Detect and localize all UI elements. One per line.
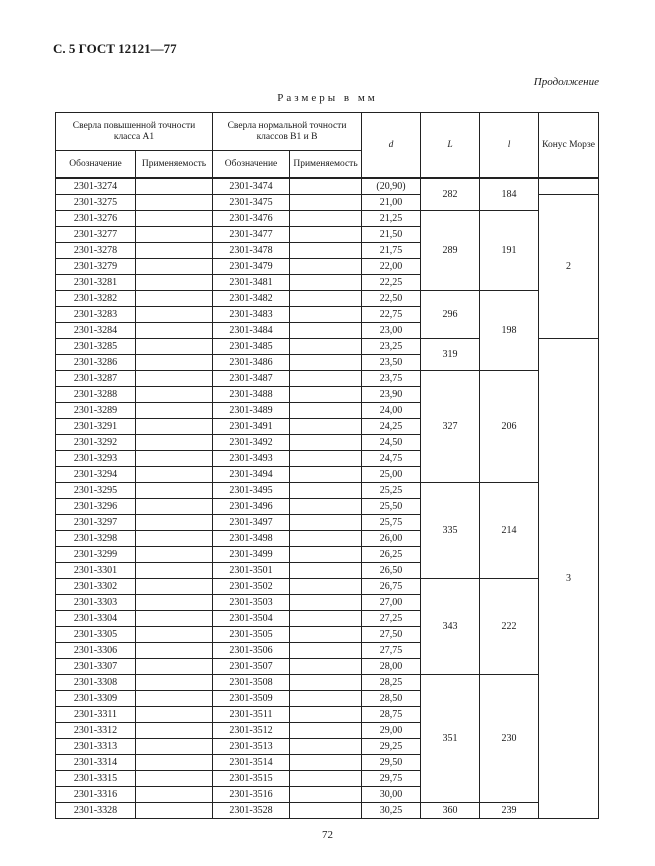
designation-a-cell: 2301-3297 bbox=[56, 515, 136, 531]
col-header-application-a: Применяемость bbox=[136, 151, 213, 179]
designation-b-cell: 2301-3513 bbox=[213, 739, 290, 755]
application-a-cell bbox=[136, 451, 213, 467]
application-b-cell bbox=[290, 675, 362, 691]
designation-a-cell: 2301-3291 bbox=[56, 419, 136, 435]
designation-a-cell: 2301-3298 bbox=[56, 531, 136, 547]
d-cell: 25,25 bbox=[362, 483, 421, 499]
designation-a-cell: 2301-3296 bbox=[56, 499, 136, 515]
d-cell: 21,25 bbox=[362, 211, 421, 227]
table-row bbox=[56, 371, 599, 387]
L-cell: 335 bbox=[421, 483, 480, 579]
designation-a-cell: 2301-3295 bbox=[56, 483, 136, 499]
designation-b-cell: 2301-3509 bbox=[213, 691, 290, 707]
designation-a-cell: 2301-3283 bbox=[56, 307, 136, 323]
application-b-cell bbox=[290, 419, 362, 435]
designation-b-cell: 2301-3505 bbox=[213, 627, 290, 643]
designation-b-cell: 2301-3475 bbox=[213, 195, 290, 211]
designation-a-cell: 2301-3275 bbox=[56, 195, 136, 211]
application-b-cell bbox=[290, 259, 362, 275]
d-cell: 21,75 bbox=[362, 243, 421, 259]
application-b-cell bbox=[290, 643, 362, 659]
application-a-cell bbox=[136, 579, 213, 595]
table-row bbox=[56, 675, 599, 691]
application-b-cell bbox=[290, 627, 362, 643]
designation-b-cell: 2301-3497 bbox=[213, 515, 290, 531]
application-b-cell bbox=[290, 771, 362, 787]
d-cell: 27,75 bbox=[362, 643, 421, 659]
designation-a-cell: 2301-3328 bbox=[56, 803, 136, 819]
application-a-cell bbox=[136, 483, 213, 499]
designation-b-cell: 2301-3479 bbox=[213, 259, 290, 275]
application-b-cell bbox=[290, 435, 362, 451]
application-a-cell bbox=[136, 515, 213, 531]
d-cell: 23,50 bbox=[362, 355, 421, 371]
designation-a-cell: 2301-3307 bbox=[56, 659, 136, 675]
designation-a-cell: 2301-3305 bbox=[56, 627, 136, 643]
designation-a-cell: 2301-3287 bbox=[56, 371, 136, 387]
d-cell: 24,75 bbox=[362, 451, 421, 467]
d-cell: 29,75 bbox=[362, 771, 421, 787]
designation-a-cell: 2301-3286 bbox=[56, 355, 136, 371]
designation-a-cell: 2301-3301 bbox=[56, 563, 136, 579]
d-cell: 27,25 bbox=[362, 611, 421, 627]
d-cell: 25,75 bbox=[362, 515, 421, 531]
application-a-cell bbox=[136, 771, 213, 787]
application-b-cell bbox=[290, 227, 362, 243]
d-cell: 22,75 bbox=[362, 307, 421, 323]
application-b-cell bbox=[290, 499, 362, 515]
application-a-cell bbox=[136, 787, 213, 803]
application-a-cell bbox=[136, 595, 213, 611]
d-cell: 29,00 bbox=[362, 723, 421, 739]
d-cell: 24,50 bbox=[362, 435, 421, 451]
designation-a-cell: 2301-3312 bbox=[56, 723, 136, 739]
designation-b-cell: 2301-3476 bbox=[213, 211, 290, 227]
d-cell: 29,50 bbox=[362, 755, 421, 771]
L-cell: 351 bbox=[421, 675, 480, 803]
application-b-cell bbox=[290, 547, 362, 563]
col-header-cone: Конус Морзе bbox=[539, 113, 599, 179]
designation-b-cell: 2301-3511 bbox=[213, 707, 290, 723]
application-a-cell bbox=[136, 707, 213, 723]
designation-a-cell: 2301-3294 bbox=[56, 467, 136, 483]
application-a-cell bbox=[136, 675, 213, 691]
L-cell: 289 bbox=[421, 211, 480, 291]
designation-b-cell: 2301-3477 bbox=[213, 227, 290, 243]
d-cell: 30,00 bbox=[362, 787, 421, 803]
d-cell: 21,00 bbox=[362, 195, 421, 211]
designation-b-cell: 2301-3507 bbox=[213, 659, 290, 675]
application-b-cell bbox=[290, 211, 362, 227]
application-a-cell bbox=[136, 691, 213, 707]
designation-b-cell: 2301-3494 bbox=[213, 467, 290, 483]
application-b-cell bbox=[290, 467, 362, 483]
designation-a-cell: 2301-3289 bbox=[56, 403, 136, 419]
application-b-cell bbox=[290, 195, 362, 211]
designation-a-cell: 2301-3276 bbox=[56, 211, 136, 227]
table-row bbox=[56, 579, 599, 595]
application-b-cell bbox=[290, 387, 362, 403]
designation-b-cell: 2301-3495 bbox=[213, 483, 290, 499]
application-b-cell bbox=[290, 339, 362, 355]
application-b-cell bbox=[290, 355, 362, 371]
designation-a-cell: 2301-3308 bbox=[56, 675, 136, 691]
designation-b-cell: 2301-3528 bbox=[213, 803, 290, 819]
page-number: 72 bbox=[322, 829, 333, 841]
application-a-cell bbox=[136, 387, 213, 403]
designation-b-cell: 2301-3483 bbox=[213, 307, 290, 323]
d-cell: 27,00 bbox=[362, 595, 421, 611]
designation-b-cell: 2301-3499 bbox=[213, 547, 290, 563]
col-header-L: L bbox=[421, 113, 480, 179]
application-a-cell bbox=[136, 531, 213, 547]
designation-b-cell: 2301-3508 bbox=[213, 675, 290, 691]
application-b-cell bbox=[290, 595, 362, 611]
designation-a-cell: 2301-3313 bbox=[56, 739, 136, 755]
application-a-cell bbox=[136, 755, 213, 771]
designation-a-cell: 2301-3314 bbox=[56, 755, 136, 771]
designation-a-cell: 2301-3282 bbox=[56, 291, 136, 307]
application-b-cell bbox=[290, 371, 362, 387]
designation-a-cell: 2301-3279 bbox=[56, 259, 136, 275]
designation-b-cell: 2301-3486 bbox=[213, 355, 290, 371]
application-b-cell bbox=[290, 755, 362, 771]
L-cell: 327 bbox=[421, 371, 480, 483]
application-b-cell bbox=[290, 611, 362, 627]
application-a-cell bbox=[136, 355, 213, 371]
application-b-cell bbox=[290, 707, 362, 723]
application-b-cell bbox=[290, 451, 362, 467]
designation-a-cell: 2301-3303 bbox=[56, 595, 136, 611]
designation-a-cell: 2301-3315 bbox=[56, 771, 136, 787]
group-header-b: Сверла нормальной точности классов В1 и В bbox=[213, 113, 362, 151]
designation-a-cell: 2301-3277 bbox=[56, 227, 136, 243]
designation-b-cell: 2301-3484 bbox=[213, 323, 290, 339]
d-cell: 23,00 bbox=[362, 323, 421, 339]
designation-b-cell: 2301-3481 bbox=[213, 275, 290, 291]
application-a-cell bbox=[136, 499, 213, 515]
document-header: С. 5 ГОСТ 12121—77 bbox=[53, 41, 177, 56]
d-cell: 24,00 bbox=[362, 403, 421, 419]
designation-a-cell: 2301-3309 bbox=[56, 691, 136, 707]
application-a-cell bbox=[136, 259, 213, 275]
application-b-cell bbox=[290, 739, 362, 755]
table-row bbox=[56, 483, 599, 499]
d-cell: 21,50 bbox=[362, 227, 421, 243]
l-cell: 214 bbox=[480, 483, 539, 579]
designation-a-cell: 2301-3284 bbox=[56, 323, 136, 339]
d-cell: 26,50 bbox=[362, 563, 421, 579]
application-a-cell bbox=[136, 563, 213, 579]
designation-b-cell: 2301-3478 bbox=[213, 243, 290, 259]
col-header-d: d bbox=[362, 113, 421, 179]
application-b-cell bbox=[290, 291, 362, 307]
designation-a-cell: 2301-3302 bbox=[56, 579, 136, 595]
application-a-cell bbox=[136, 803, 213, 819]
l-cell: 184 bbox=[480, 178, 539, 211]
d-cell: 27,50 bbox=[362, 627, 421, 643]
cone-cell: 3 bbox=[539, 339, 599, 819]
drill-dimensions-table bbox=[55, 112, 599, 819]
application-a-cell bbox=[136, 611, 213, 627]
d-cell: 28,00 bbox=[362, 659, 421, 675]
application-b-cell bbox=[290, 531, 362, 547]
col-header-designation-a: Обозначение bbox=[56, 151, 136, 179]
designation-a-cell: 2301-3311 bbox=[56, 707, 136, 723]
application-a-cell bbox=[136, 307, 213, 323]
designation-b-cell: 2301-3491 bbox=[213, 419, 290, 435]
application-a-cell bbox=[136, 403, 213, 419]
L-cell: 343 bbox=[421, 579, 480, 675]
L-cell: 360 bbox=[421, 803, 480, 819]
application-a-cell bbox=[136, 195, 213, 211]
designation-a-cell: 2301-3306 bbox=[56, 643, 136, 659]
application-a-cell bbox=[136, 275, 213, 291]
application-b-cell bbox=[290, 243, 362, 259]
application-a-cell bbox=[136, 243, 213, 259]
application-b-cell bbox=[290, 691, 362, 707]
L-cell: 296 bbox=[421, 291, 480, 339]
l-cell: 191 bbox=[480, 211, 539, 291]
d-cell: 23,90 bbox=[362, 387, 421, 403]
continuation-label: Продолжение bbox=[533, 76, 599, 88]
application-b-cell bbox=[290, 787, 362, 803]
designation-b-cell: 2301-3493 bbox=[213, 451, 290, 467]
designation-b-cell: 2301-3474 bbox=[213, 178, 290, 195]
designation-b-cell: 2301-3488 bbox=[213, 387, 290, 403]
application-b-cell bbox=[290, 275, 362, 291]
designation-b-cell: 2301-3501 bbox=[213, 563, 290, 579]
application-b-cell bbox=[290, 803, 362, 819]
designation-a-cell: 2301-3299 bbox=[56, 547, 136, 563]
dimensions-caption: Размеры в мм bbox=[277, 92, 378, 104]
table-row bbox=[56, 178, 599, 195]
designation-a-cell: 2301-3281 bbox=[56, 275, 136, 291]
col-header-l: l bbox=[480, 113, 539, 179]
designation-b-cell: 2301-3515 bbox=[213, 771, 290, 787]
designation-b-cell: 2301-3485 bbox=[213, 339, 290, 355]
group-header-a1: Сверла повышенной точности класса А1 bbox=[56, 113, 213, 151]
application-b-cell bbox=[290, 723, 362, 739]
d-cell: 23,75 bbox=[362, 371, 421, 387]
d-cell: 26,75 bbox=[362, 579, 421, 595]
designation-b-cell: 2301-3512 bbox=[213, 723, 290, 739]
l-cell: 230 bbox=[480, 675, 539, 803]
d-cell: 28,25 bbox=[362, 675, 421, 691]
designation-a-cell: 2301-3285 bbox=[56, 339, 136, 355]
application-a-cell bbox=[136, 723, 213, 739]
designation-a-cell: 2301-3278 bbox=[56, 243, 136, 259]
d-cell: 22,25 bbox=[362, 275, 421, 291]
application-a-cell bbox=[136, 547, 213, 563]
application-b-cell bbox=[290, 579, 362, 595]
l-cell: 239 bbox=[480, 803, 539, 819]
table-row bbox=[56, 211, 599, 227]
application-a-cell bbox=[136, 467, 213, 483]
d-cell: 25,00 bbox=[362, 467, 421, 483]
col-header-designation-b: Обозначение bbox=[213, 151, 290, 179]
L-cell: 282 bbox=[421, 178, 480, 211]
application-a-cell bbox=[136, 178, 213, 195]
application-a-cell bbox=[136, 659, 213, 675]
application-b-cell bbox=[290, 563, 362, 579]
designation-b-cell: 2301-3487 bbox=[213, 371, 290, 387]
application-a-cell bbox=[136, 291, 213, 307]
d-cell: 25,50 bbox=[362, 499, 421, 515]
d-cell: 26,25 bbox=[362, 547, 421, 563]
designation-a-cell: 2301-3293 bbox=[56, 451, 136, 467]
l-cell: 222 bbox=[480, 579, 539, 675]
designation-a-cell: 2301-3292 bbox=[56, 435, 136, 451]
d-cell: 29,25 bbox=[362, 739, 421, 755]
designation-b-cell: 2301-3514 bbox=[213, 755, 290, 771]
application-b-cell bbox=[290, 659, 362, 675]
d-cell: 23,25 bbox=[362, 339, 421, 355]
designation-b-cell: 2301-3489 bbox=[213, 403, 290, 419]
designation-a-cell: 2301-3274 bbox=[56, 178, 136, 195]
designation-b-cell: 2301-3502 bbox=[213, 579, 290, 595]
d-cell: (20,90) bbox=[362, 178, 421, 195]
application-a-cell bbox=[136, 419, 213, 435]
designation-b-cell: 2301-3482 bbox=[213, 291, 290, 307]
application-a-cell bbox=[136, 435, 213, 451]
application-b-cell bbox=[290, 178, 362, 195]
application-a-cell bbox=[136, 211, 213, 227]
l-cell: 206 bbox=[480, 371, 539, 483]
designation-b-cell: 2301-3496 bbox=[213, 499, 290, 515]
application-b-cell bbox=[290, 483, 362, 499]
designation-b-cell: 2301-3503 bbox=[213, 595, 290, 611]
application-b-cell bbox=[290, 515, 362, 531]
designation-a-cell: 2301-3316 bbox=[56, 787, 136, 803]
designation-b-cell: 2301-3516 bbox=[213, 787, 290, 803]
col-header-application-b: Применяемость bbox=[290, 151, 362, 179]
d-cell: 24,25 bbox=[362, 419, 421, 435]
d-cell: 28,50 bbox=[362, 691, 421, 707]
application-a-cell bbox=[136, 371, 213, 387]
application-a-cell bbox=[136, 227, 213, 243]
application-a-cell bbox=[136, 323, 213, 339]
designation-a-cell: 2301-3304 bbox=[56, 611, 136, 627]
designation-a-cell: 2301-3288 bbox=[56, 387, 136, 403]
application-a-cell bbox=[136, 643, 213, 659]
application-b-cell bbox=[290, 403, 362, 419]
table-row bbox=[56, 803, 599, 819]
d-cell: 26,00 bbox=[362, 531, 421, 547]
l-cell: 198 bbox=[480, 291, 539, 371]
application-a-cell bbox=[136, 739, 213, 755]
designation-b-cell: 2301-3504 bbox=[213, 611, 290, 627]
application-a-cell bbox=[136, 627, 213, 643]
cone-cell: 2 bbox=[539, 195, 599, 339]
table-row bbox=[56, 291, 599, 307]
designation-b-cell: 2301-3498 bbox=[213, 531, 290, 547]
d-cell: 30,25 bbox=[362, 803, 421, 819]
application-a-cell bbox=[136, 339, 213, 355]
d-cell: 28,75 bbox=[362, 707, 421, 723]
application-b-cell bbox=[290, 323, 362, 339]
L-cell: 319 bbox=[421, 339, 480, 371]
d-cell: 22,00 bbox=[362, 259, 421, 275]
d-cell: 22,50 bbox=[362, 291, 421, 307]
designation-b-cell: 2301-3492 bbox=[213, 435, 290, 451]
cone-cell bbox=[539, 178, 599, 195]
designation-b-cell: 2301-3506 bbox=[213, 643, 290, 659]
application-b-cell bbox=[290, 307, 362, 323]
